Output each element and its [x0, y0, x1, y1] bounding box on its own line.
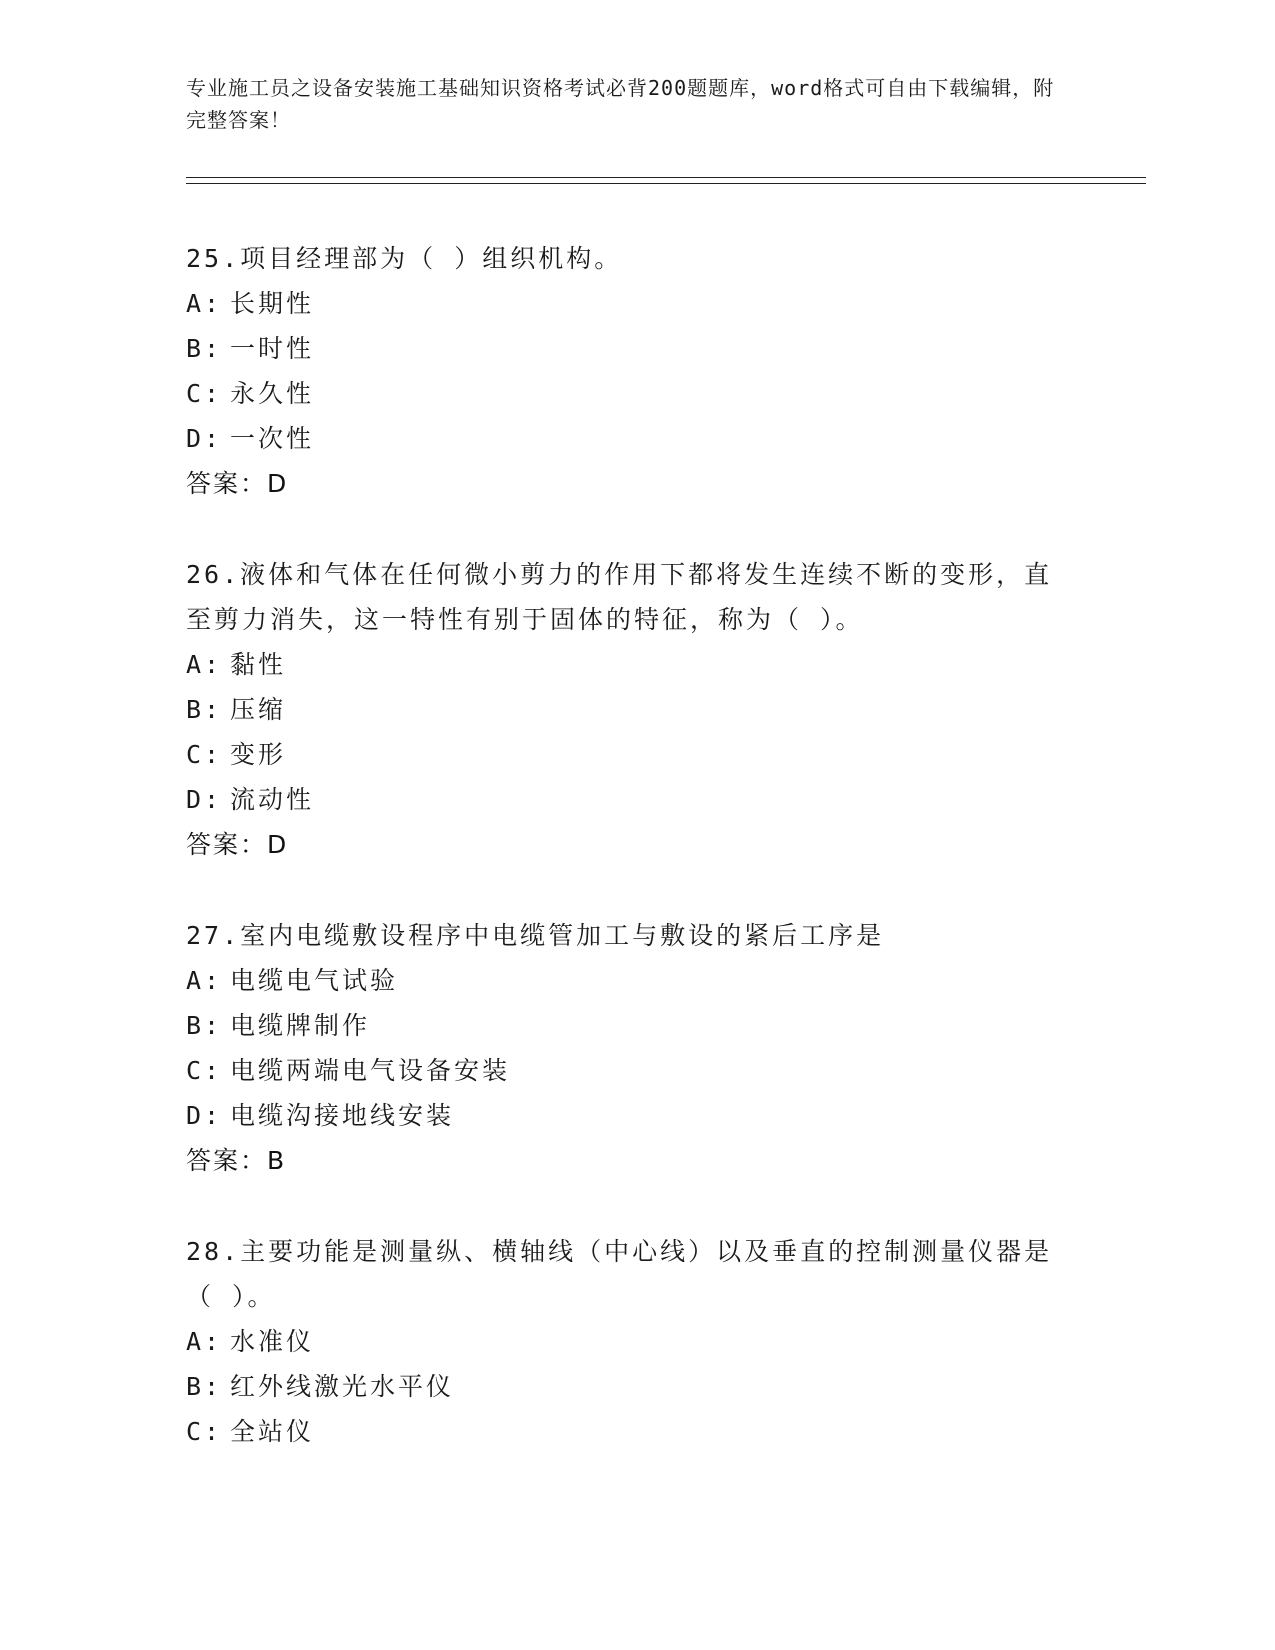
- question-26: [186, 552, 1066, 867]
- option-letter: C:: [186, 379, 223, 408]
- option-text: 流动性: [230, 785, 315, 814]
- option-text: 电缆电气试验: [230, 966, 399, 995]
- option-b: [186, 326, 1066, 371]
- option-text: 一次性: [230, 424, 315, 453]
- option-text: 永久性: [230, 379, 315, 408]
- option-letter: A:: [186, 1327, 223, 1356]
- option-letter: B:: [186, 1372, 223, 1401]
- option-c: [186, 732, 1066, 777]
- question-stem: 28.主要功能是测量纵、横轴线（中心线）以及垂直的控制测量仪器是（ ）。: [186, 1237, 1053, 1311]
- option-text: 变形: [230, 740, 287, 769]
- question-stem: 25.项目经理部为（ ）组织机构。: [186, 244, 623, 273]
- option-a: [186, 958, 1066, 1003]
- option-letter: C:: [186, 1417, 223, 1446]
- option-b: [186, 687, 1066, 732]
- answer-line: 答案：B: [186, 1146, 287, 1175]
- option-letter: D:: [186, 424, 223, 453]
- option-b: [186, 1364, 1066, 1409]
- option-letter: A:: [186, 650, 223, 679]
- option-text: 电缆两端电气设备安装: [230, 1056, 511, 1085]
- option-letter: D:: [186, 1101, 223, 1130]
- answer-line: 答案：D: [186, 469, 289, 498]
- option-a: [186, 642, 1066, 687]
- question-stem: 27.室内电缆敷设程序中电缆管加工与敷设的紧后工序是: [186, 921, 885, 950]
- question-stem: 26.液体和气体在任何微小剪力的作用下都将发生连续不断的变形，直至剪力消失，这一特性有别于固体的特征，称为（ ）。: [186, 560, 1053, 634]
- option-a: [186, 1319, 1066, 1364]
- option-text: 一时性: [230, 334, 315, 363]
- option-b: [186, 1003, 1066, 1048]
- option-letter: A:: [186, 966, 223, 995]
- option-text: 黏性: [230, 650, 287, 679]
- option-d: [186, 416, 1066, 461]
- option-text: 红外线激光水平仪: [230, 1372, 455, 1401]
- option-text: 水准仪: [230, 1327, 315, 1356]
- question-25: [186, 236, 1066, 506]
- option-text: 全站仪: [230, 1417, 315, 1446]
- option-letter: C:: [186, 740, 223, 769]
- option-text: 电缆牌制作: [230, 1011, 371, 1040]
- option-c: [186, 1409, 1066, 1454]
- answer-line: 答案：D: [186, 830, 289, 859]
- option-letter: B:: [186, 334, 223, 363]
- option-letter: D:: [186, 785, 223, 814]
- header-divider-bottom: [186, 183, 1146, 184]
- question-list: [186, 236, 1066, 1500]
- question-28: [186, 1229, 1066, 1454]
- option-text: 长期性: [230, 289, 315, 318]
- document-header: 专业施工员之设备安装施工基础知识资格考试必背200题题库，word格式可自由下载编辑，附完整答案！: [186, 76, 1055, 132]
- header-divider-top: [186, 177, 1146, 178]
- option-letter: B:: [186, 1011, 223, 1040]
- option-d: [186, 777, 1066, 822]
- option-letter: B:: [186, 695, 223, 724]
- option-c: [186, 371, 1066, 416]
- question-27: [186, 913, 1066, 1183]
- option-text: 电缆沟接地线安装: [230, 1101, 455, 1130]
- option-letter: A:: [186, 289, 223, 318]
- option-a: [186, 281, 1066, 326]
- option-letter: C:: [186, 1056, 223, 1085]
- option-d: [186, 1093, 1066, 1138]
- option-c: [186, 1048, 1066, 1093]
- option-text: 压缩: [230, 695, 287, 724]
